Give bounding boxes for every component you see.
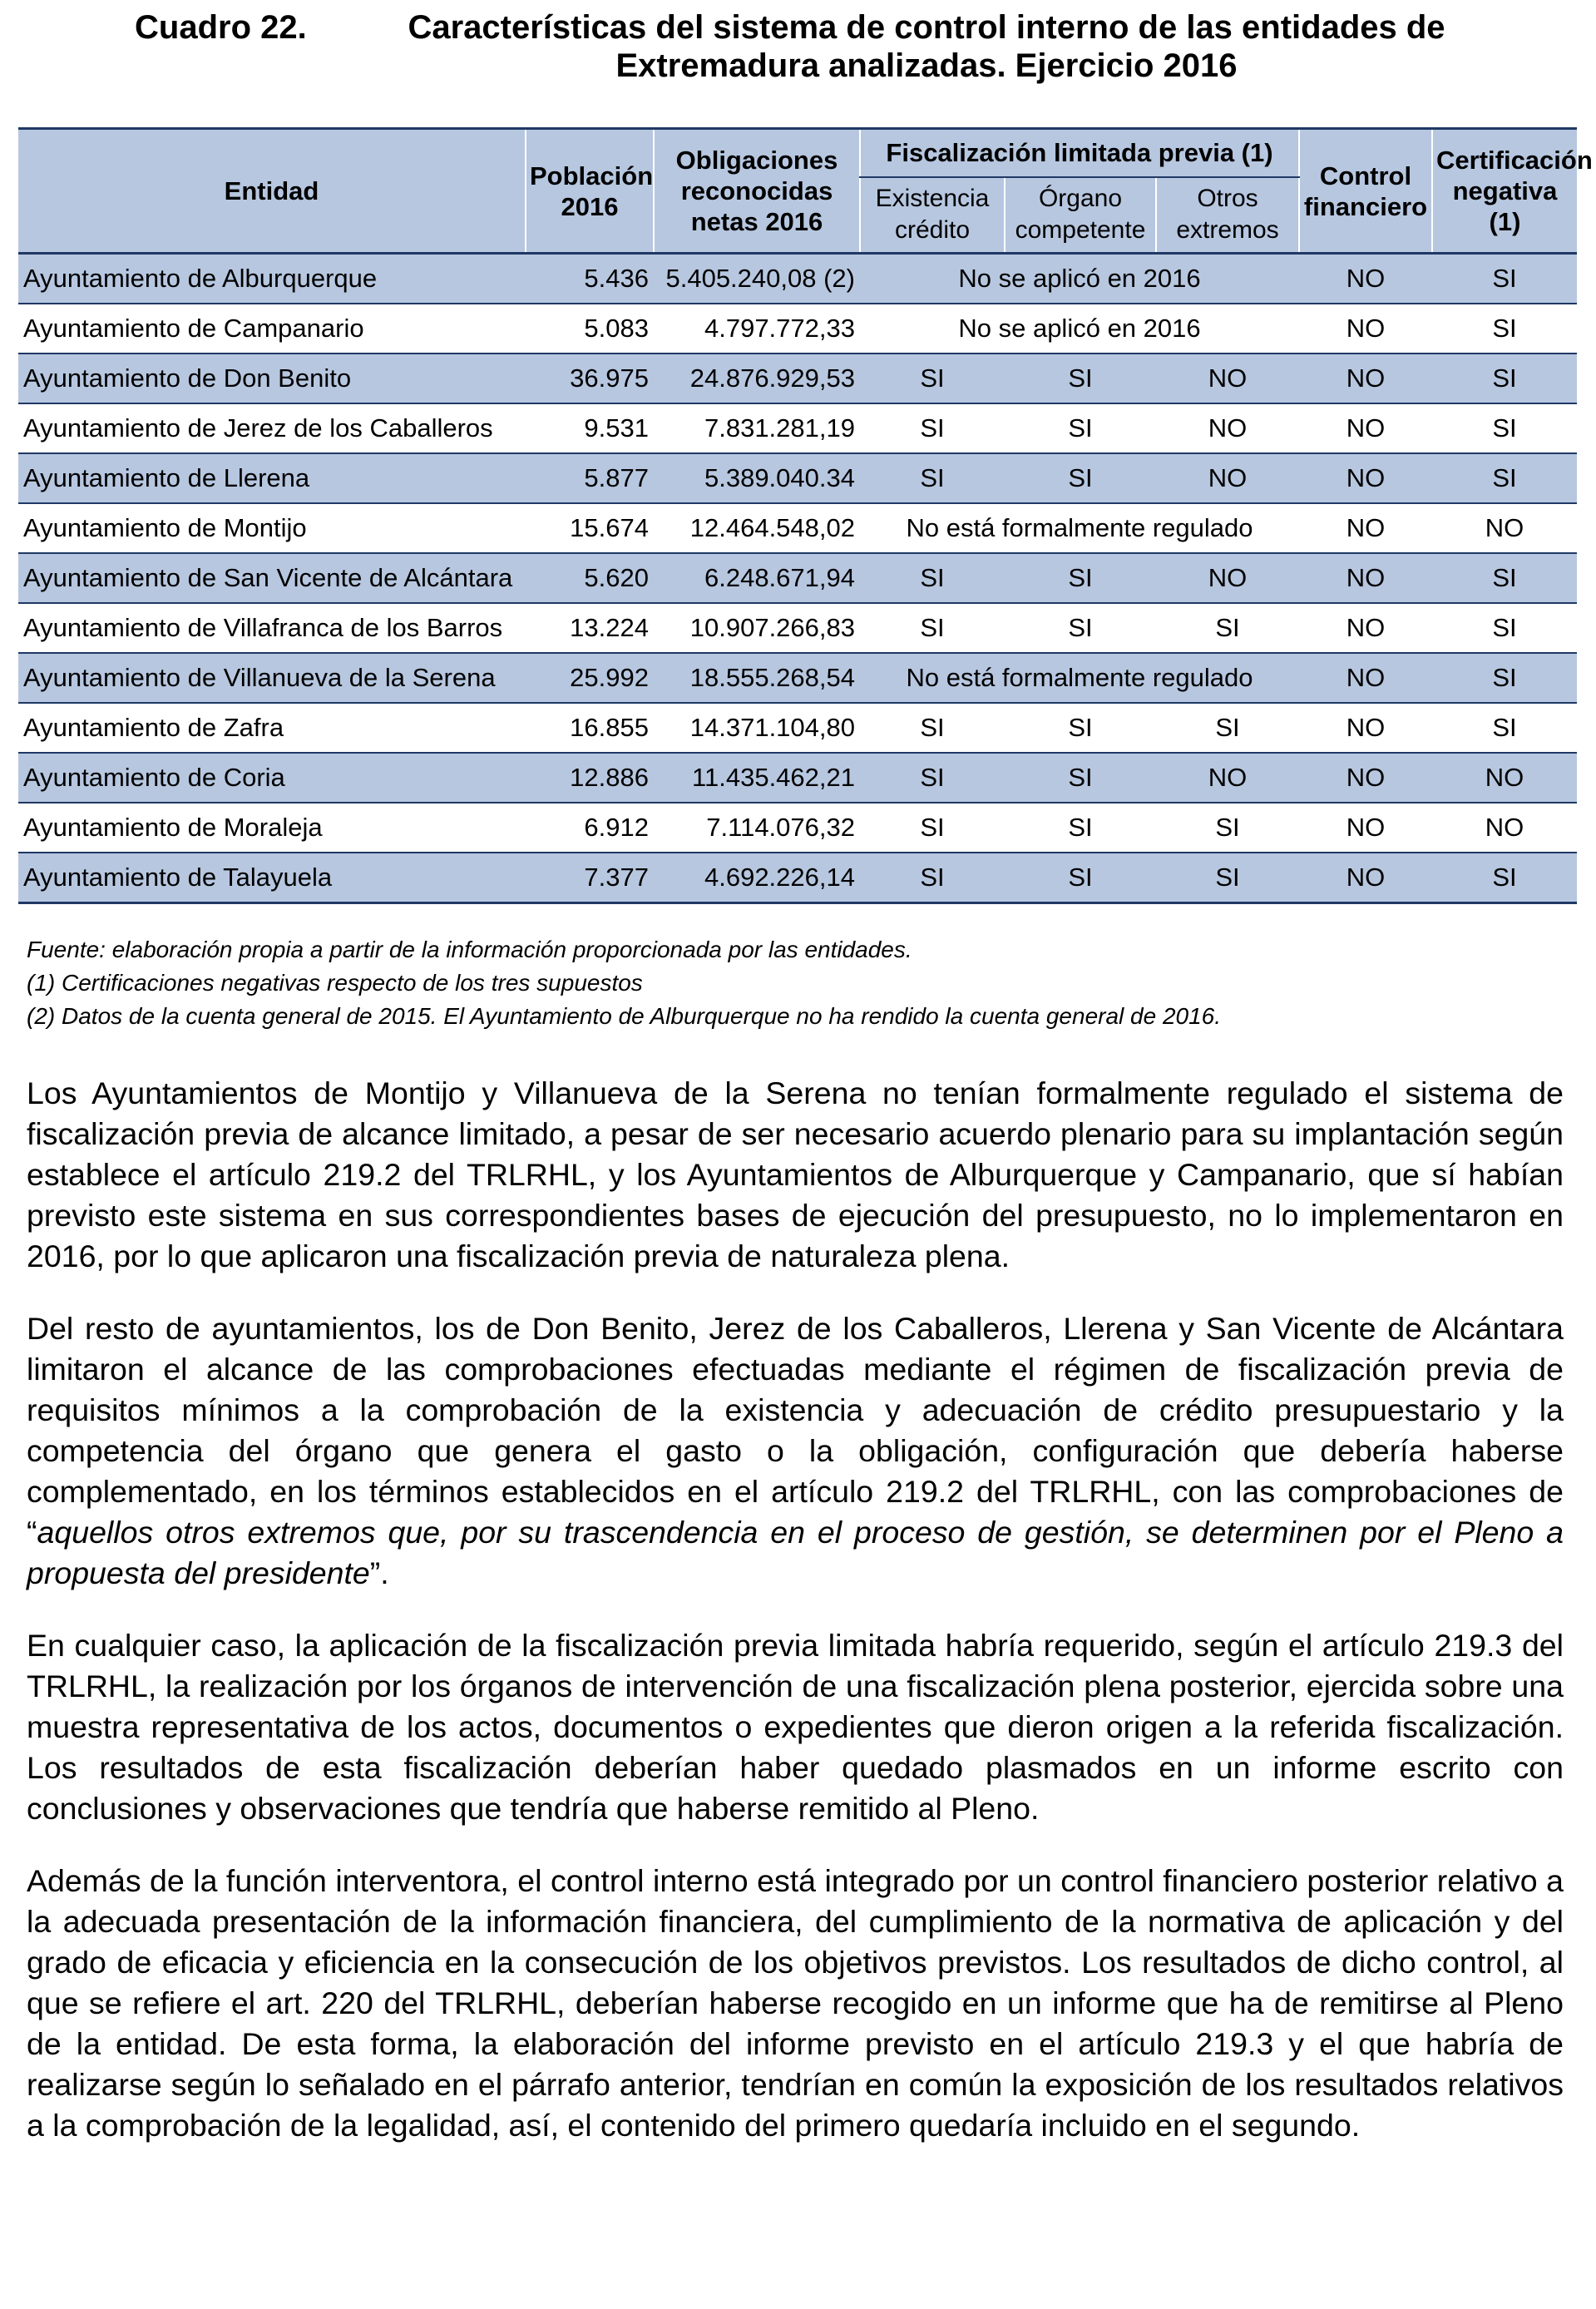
cell-organo-competente: SI [1005, 553, 1156, 603]
cell-control-financiero: NO [1299, 254, 1432, 304]
source-note: Fuente: elaboración propia a partir de la información proporcionada por las entidades. [27, 937, 912, 962]
cell-organo-competente: SI [1005, 853, 1156, 903]
cell-control-financiero: NO [1346, 513, 1386, 542]
header-organo-competente: Órgano competente [1005, 177, 1156, 254]
header-certificacion: Certificación negativa (1) [1432, 129, 1577, 254]
table-row [18, 304, 1577, 354]
cell-certificacion: SI [1432, 354, 1577, 403]
cell-poblacion: 6.912 [584, 813, 649, 842]
cell-control-financiero: NO [1346, 613, 1386, 642]
table-row [18, 254, 1577, 304]
paragraph-3: En cualquier caso, la aplicación de la fiscalización previa limitada habría requerido, según el artículo 219.3 del TRLRHL, la realización por los órganos de intervención de una fiscalización plena posterior, ejercida sobre una muestra representativa de los actos, documentos o expedientes que dieron origen a la referida fiscalización. Los resultados de esta fiscalización deberían haber quedado plasmados en un informe escrito con conclusiones y observaciones que tendría que haberse remitido al Pleno. [27, 1628, 1564, 1826]
cell-entidad: Ayuntamiento de Jerez de los Caballeros [23, 413, 493, 443]
cell-poblacion: 15.674 [570, 513, 649, 542]
paragraph-1: Los Ayuntamientos de Montijo y Villanueva de la Serena no tenían formalmente regulado el sistema de fiscalización previa de alcance limitado, a pesar de ser necesario acuerdo plenario para su implantación según establece el artículo 219.2 del TRLRHL, y los Ayuntamientos de Alburquerque y Campanario, que sí habían previsto este sistema en sus correspondientes bases de ejecución del presupuesto, no lo implementaron en 2016, por lo que aplicaron una fiscalización previa de naturaleza plena. [27, 1075, 1564, 1273]
cell-certificacion: NO [1485, 513, 1524, 542]
cell-poblacion: 16.855 [570, 713, 649, 742]
control-table [18, 127, 1593, 904]
cell-obligaciones: 4.692.226,14 [654, 853, 860, 903]
cell-existencia-credito: SI [860, 453, 1005, 503]
cell-certificacion: SI [1492, 413, 1517, 443]
table-body [18, 254, 1577, 903]
header-poblacion: Población 2016 [526, 129, 654, 254]
cell-otros-extremos: SI [1215, 713, 1240, 742]
cell-existencia-credito: SI [920, 613, 945, 642]
cell-otros-extremos: NO [1156, 453, 1299, 503]
cell-poblacion: 9.531 [584, 413, 649, 443]
table-row [18, 354, 1577, 403]
body-text [27, 1073, 1564, 2178]
header-otros-extremos: Otros extremos [1156, 177, 1299, 254]
cell-poblacion: 5.083 [584, 314, 649, 343]
cell-existencia-credito: SI [920, 413, 945, 443]
cell-certificacion: SI [1492, 713, 1517, 742]
cell-obligaciones: 5.389.040.34 [654, 453, 860, 503]
paragraph-2-text: Del resto de ayuntamientos, los de Don Benito, Jerez de los Caballeros, Llerena y San Vicente de Alcántara limitaron el alcance de las comprobaciones efectuadas mediante el régimen de fiscalización previa de requisitos mínimos a la comprobación de la existencia y adecuación de crédito presupuestario y la competencia del órgano que genera el gasto o la obligación, configuración que debería haberse complementado, en los términos establecidos en el artículo 219.2 del TRLRHL, con las comprobaciones de “ [27, 1311, 1564, 1550]
cell-poblacion: 36.975 [526, 354, 654, 403]
cell-entidad: Ayuntamiento de Talayuela [18, 853, 526, 903]
table-row [18, 453, 1577, 503]
cell-certificacion: SI [1492, 613, 1517, 642]
cell-certificacion: NO [1432, 753, 1577, 803]
cell-certificacion: SI [1432, 453, 1577, 503]
cell-otros-extremos: NO [1156, 753, 1299, 803]
caption-line-1: Características del sistema de control interno de las entidades de [408, 9, 1445, 46]
table-row [18, 403, 1577, 453]
cell-poblacion: 7.377 [526, 853, 654, 903]
cell-obligaciones: 12.464.548,02 [689, 513, 855, 542]
caption-title [361, 8, 1492, 85]
cell-obligaciones: 11.435.462,21 [654, 753, 860, 803]
cell-certificacion: SI [1432, 853, 1577, 903]
table-row [18, 853, 1577, 903]
cell-obligaciones: 7.831.281,19 [704, 413, 855, 443]
cell-entidad: Ayuntamiento de San Vicente de Alcántara [18, 553, 526, 603]
cell-control-financiero: NO [1346, 314, 1386, 343]
cell-control-financiero: NO [1346, 713, 1386, 742]
table-notes [27, 933, 1557, 1033]
paragraph-4: Además de la función interventora, el control interno está integrado por un control financiero posterior relativo a la adecuada presentación de la información financiera, del cumplimiento de la normativa de aplicación y del grado de eficacia y eficiencia en la consecución de los objetivos previstos. Los resultados de dicho control, al que se refiere el art. 220 del TRLRHL, deberían haberse recogido en un informe que ha de remitirse al Pleno de la entidad. De esta forma, la elaboración del informe previsto en el artículo 219.3 y el que habría de realizarse según lo señalado en el párrafo anterior, tendrían en común la exposición de los resultados relativos a la comprobación de la legalidad, así, el contenido del primero quedaría incluido en el segundo. [27, 1863, 1564, 2143]
cell-obligaciones: 5.405.240,08 (2) [654, 254, 860, 304]
cell-control-financiero: NO [1299, 753, 1432, 803]
cell-poblacion: 25.992 [526, 653, 654, 703]
cell-certificacion: SI [1432, 254, 1577, 304]
footnote-2: (2) Datos de la cuenta general de 2015. El Ayuntamiento de Alburquerque no ha rendido la cuenta general de 2016. [27, 1003, 1222, 1029]
cell-poblacion: 5.436 [526, 254, 654, 304]
cell-existencia-credito: SI [920, 813, 945, 842]
cell-certificacion: SI [1432, 553, 1577, 603]
cell-existencia-credito: SI [920, 713, 945, 742]
cell-entidad: Ayuntamiento de Alburquerque [18, 254, 526, 304]
cell-organo-competente: SI [1068, 413, 1093, 443]
table-row [18, 603, 1577, 653]
caption-label: Cuadro 22. [135, 9, 307, 46]
cell-otros-extremos: NO [1156, 354, 1299, 403]
table-row [18, 703, 1577, 753]
cell-entidad: Ayuntamiento de Coria [18, 753, 526, 803]
cell-control-financiero: NO [1299, 653, 1432, 703]
cell-organo-competente: SI [1005, 453, 1156, 503]
cell-control-financiero: NO [1346, 413, 1386, 443]
cell-entidad: Ayuntamiento de Montijo [23, 513, 307, 542]
cell-entidad: Ayuntamiento de Zafra [23, 713, 284, 742]
cell-organo-competente: SI [1068, 613, 1093, 642]
cell-otros-extremos: SI [1215, 613, 1240, 642]
caption-line-2: Extremadura analizadas. Ejercicio 2016 [615, 47, 1238, 84]
cell-entidad: Ayuntamiento de Llerena [18, 453, 526, 503]
cell-entidad: Ayuntamiento de Villanueva de la Serena [18, 653, 526, 703]
cell-existencia-credito: SI [860, 853, 1005, 903]
cell-entidad: Ayuntamiento de Don Benito [18, 354, 526, 403]
cell-existencia-credito: SI [860, 753, 1005, 803]
cell-organo-competente: SI [1005, 753, 1156, 803]
cell-fiscalizacion-merged: No se aplicó en 2016 [860, 254, 1299, 304]
cell-poblacion: 13.224 [570, 613, 649, 642]
header-obligaciones: Obligaciones reconocidas netas 2016 [654, 129, 860, 254]
cell-poblacion: 12.886 [526, 753, 654, 803]
cell-existencia-credito: SI [860, 553, 1005, 603]
cell-otros-extremos: SI [1156, 853, 1299, 903]
cell-entidad: Ayuntamiento de Villafranca de los Barros [23, 613, 503, 642]
cell-certificacion: SI [1492, 314, 1517, 343]
cell-obligaciones: 24.876.929,53 [654, 354, 860, 403]
cell-otros-extremos: NO [1208, 413, 1248, 443]
cell-existencia-credito: SI [860, 354, 1005, 403]
header-existencia-credito: Existencia crédito [860, 177, 1005, 254]
cell-certificacion: SI [1432, 653, 1577, 703]
cell-control-financiero: NO [1299, 354, 1432, 403]
cell-obligaciones: 14.371.104,80 [689, 713, 855, 742]
cell-control-financiero: NO [1299, 553, 1432, 603]
cell-entidad: Ayuntamiento de Moraleja [23, 813, 323, 842]
paragraph-2-end: ”. [369, 1555, 389, 1590]
cell-poblacion: 5.620 [526, 553, 654, 603]
table-row [18, 653, 1577, 703]
cell-obligaciones: 18.555.268,54 [654, 653, 860, 703]
table-row [18, 803, 1577, 853]
table-row [18, 503, 1577, 553]
cell-control-financiero: NO [1299, 853, 1432, 903]
cell-poblacion: 5.877 [526, 453, 654, 503]
footnote-1: (1) Certificaciones negativas respecto de los tres supuestos [27, 970, 643, 996]
cell-fiscalizacion-merged: No se aplicó en 2016 [958, 314, 1201, 343]
cell-obligaciones: 7.114.076,32 [706, 813, 855, 842]
cell-certificacion: NO [1485, 813, 1524, 842]
cell-organo-competente: SI [1068, 813, 1093, 842]
cell-obligaciones: 10.907.266,83 [689, 613, 855, 642]
table-header [18, 129, 1593, 254]
paragraph-2 [27, 1308, 1564, 1594]
cell-control-financiero: NO [1346, 813, 1386, 842]
cell-otros-extremos: NO [1156, 553, 1299, 603]
cell-fiscalizacion-merged: No está formalmente regulado [860, 653, 1299, 703]
cell-organo-competente: SI [1068, 713, 1093, 742]
table-row [18, 553, 1577, 603]
cell-control-financiero: NO [1299, 453, 1432, 503]
cell-organo-competente: SI [1005, 354, 1156, 403]
cell-obligaciones: 4.797.772,33 [704, 314, 855, 343]
paragraph-2-quote: aquellos otros extremos que, por su trascendencia en el proceso de gestión, se determinen por el Pleno a propuesta del presidente [27, 1515, 1564, 1590]
cell-entidad: Ayuntamiento de Campanario [23, 314, 364, 343]
header-control-financiero: Control financiero [1299, 129, 1432, 254]
table-row [18, 753, 1577, 803]
header-fiscalizacion: Fiscalización limitada previa (1) [860, 129, 1299, 177]
cell-otros-extremos: SI [1215, 813, 1240, 842]
cell-fiscalizacion-merged: No está formalmente regulado [906, 513, 1253, 542]
header-entidad: Entidad [18, 129, 526, 254]
cell-obligaciones: 6.248.671,94 [654, 553, 860, 603]
